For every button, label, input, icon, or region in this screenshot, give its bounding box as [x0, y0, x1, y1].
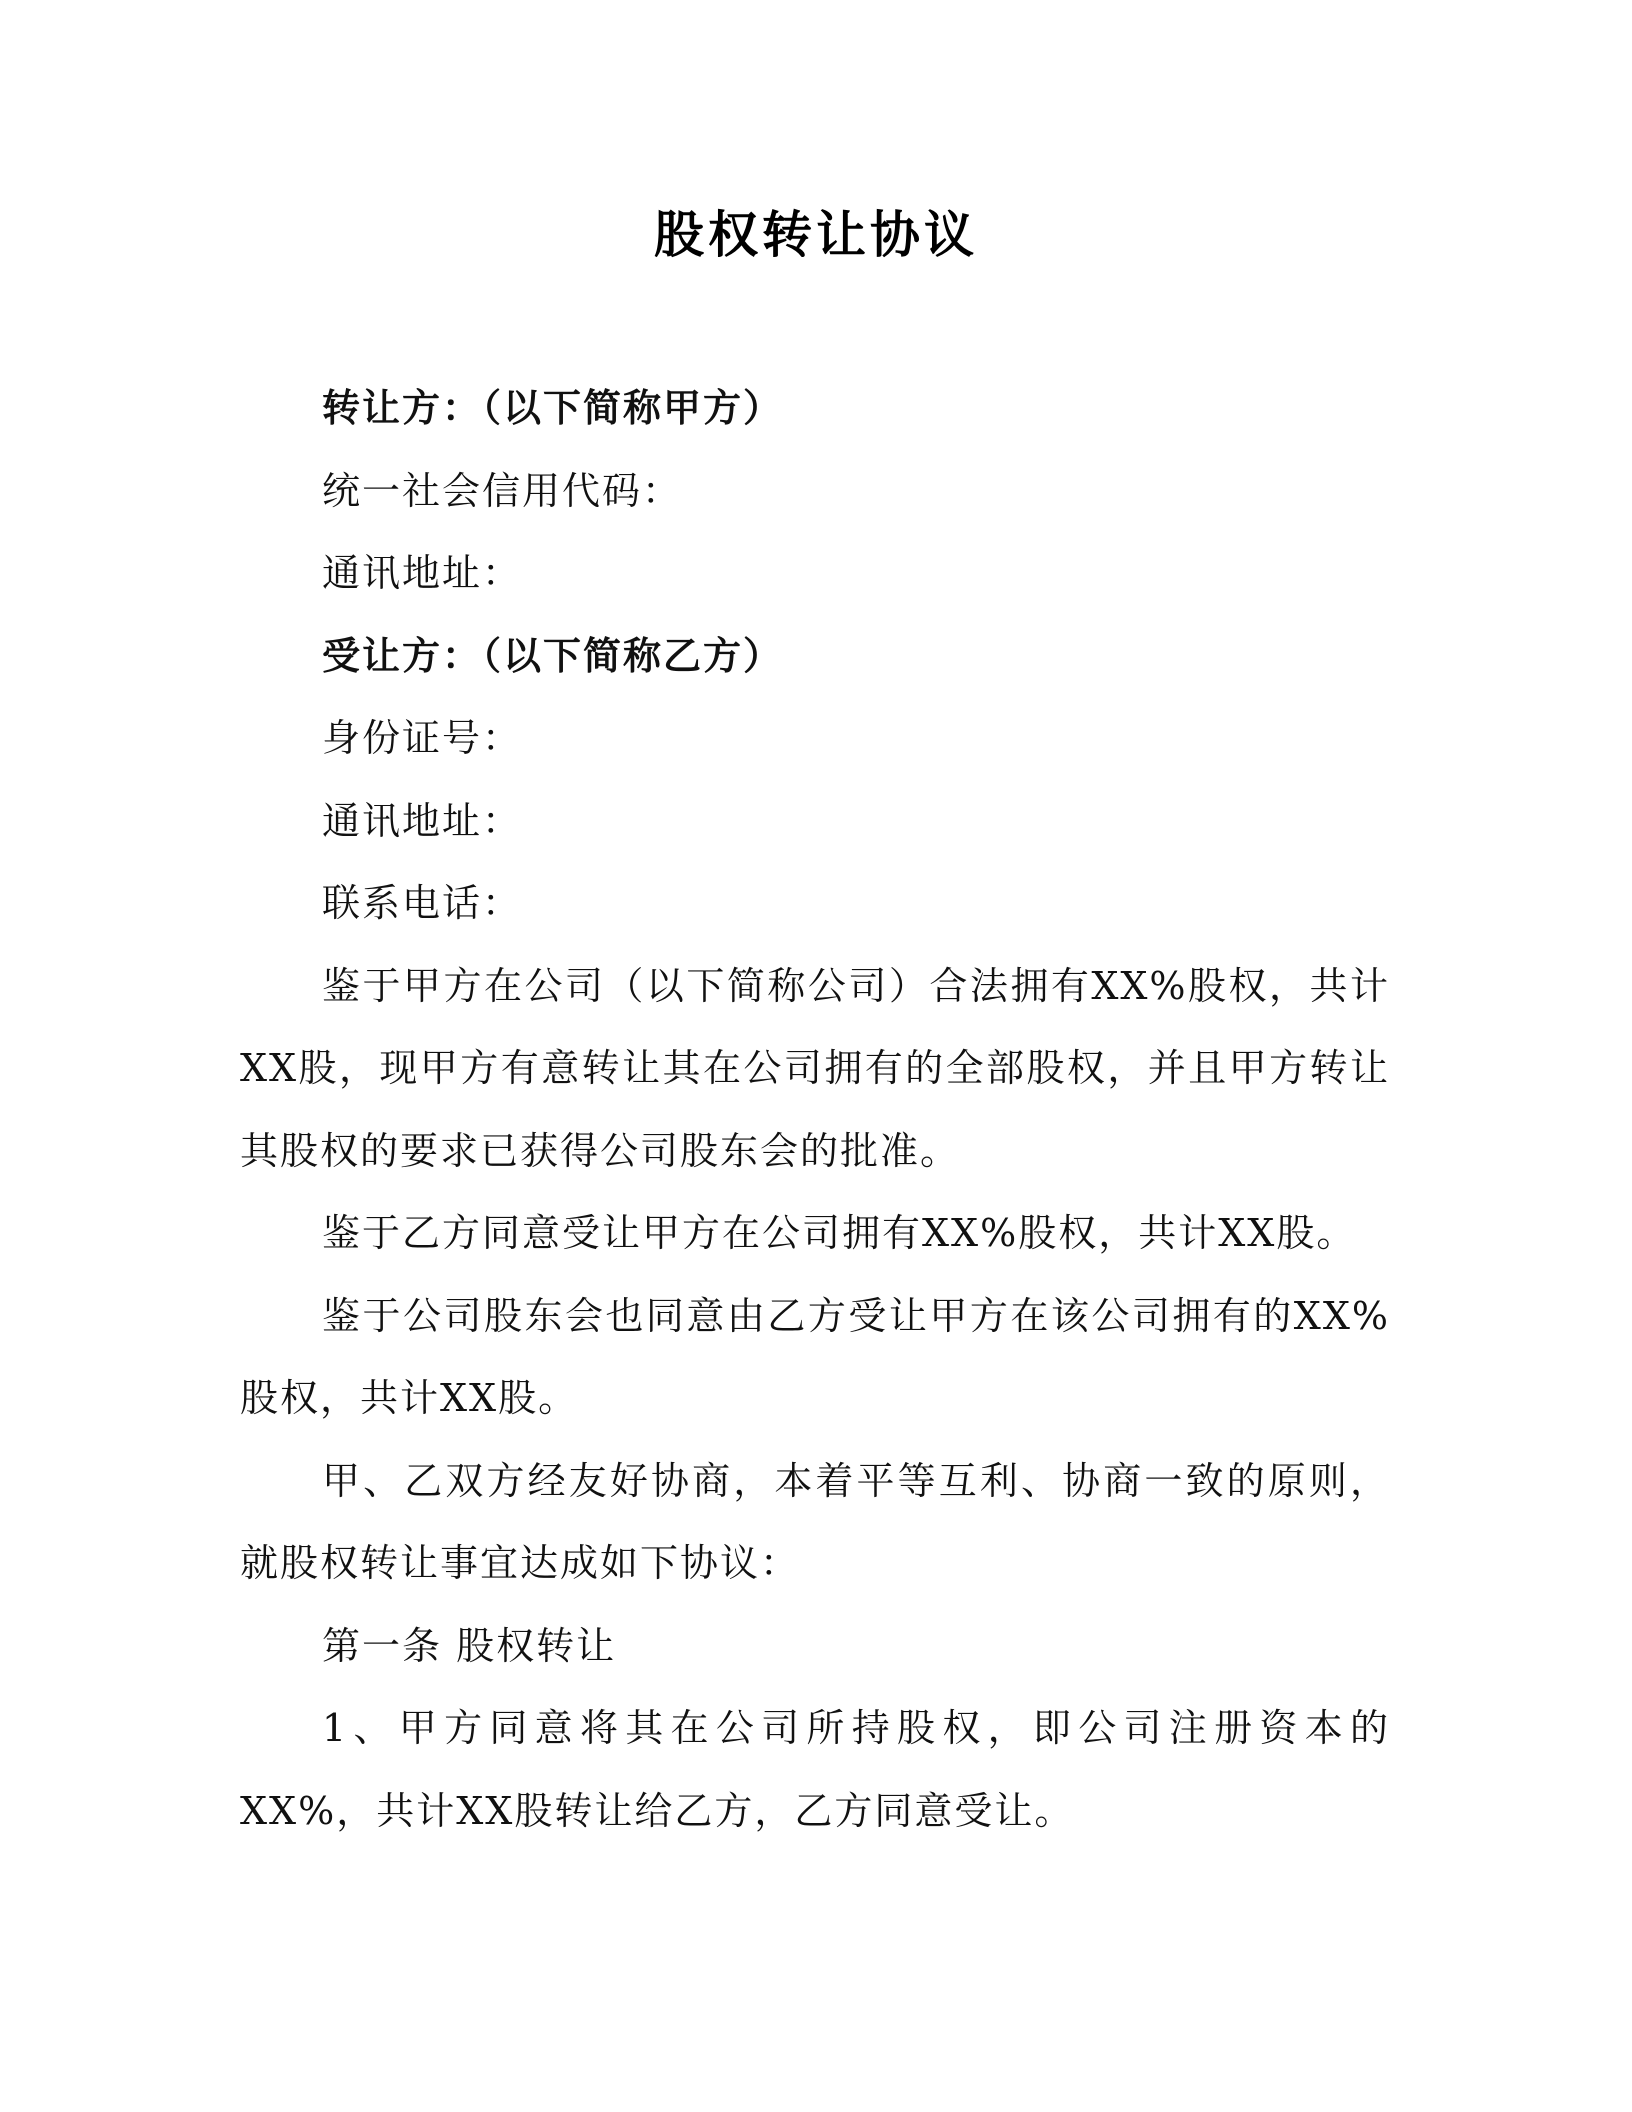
recital-paragraph-1: 鉴于甲方在公司（以下简称公司）合法拥有XX%股权，共计XX股，现甲方有意转让其在公司拥有的全部股权，并且甲方转让其股权的要求已获得公司股东会的批准。 — [240, 963, 1390, 1173]
article-one-heading: 第一条 股权转让 — [322, 1623, 617, 1668]
transferor-line: 转让方：（以下简称甲方） — [322, 385, 784, 430]
article-one-clause-1: 1、甲方同意将其在公司所持股权，即公司注册资本的XX%，共计XX股转让给乙方，乙方同意受让。 — [240, 1706, 1390, 1833]
credit-code-line: 统一社会信用代码： — [322, 468, 683, 513]
id-number-line: 身份证号： — [322, 716, 523, 760]
agreement-intro-paragraph: 甲、乙双方经友好协商，本着平等互利、协商一致的原则，就股权转让事宜达成如下协议： — [240, 1458, 1390, 1585]
recital-paragraph-2: 鉴于乙方同意受让甲方在公司拥有XX%股权，共计XX股。 — [322, 1211, 1357, 1255]
phone-line: 联系电话： — [322, 881, 523, 925]
recital-paragraph-3: 鉴于公司股东会也同意由乙方受让甲方在该公司拥有的XX%股权，共计XX股。 — [240, 1293, 1390, 1420]
transferor-address-line: 通讯地址： — [322, 551, 523, 595]
document-body — [240, 367, 1390, 1852]
transferee-line: 受让方：（以下简称乙方） — [322, 632, 784, 678]
transferee-address-line: 通讯地址： — [322, 798, 523, 843]
document-title: 股权转让协议 — [654, 205, 978, 264]
